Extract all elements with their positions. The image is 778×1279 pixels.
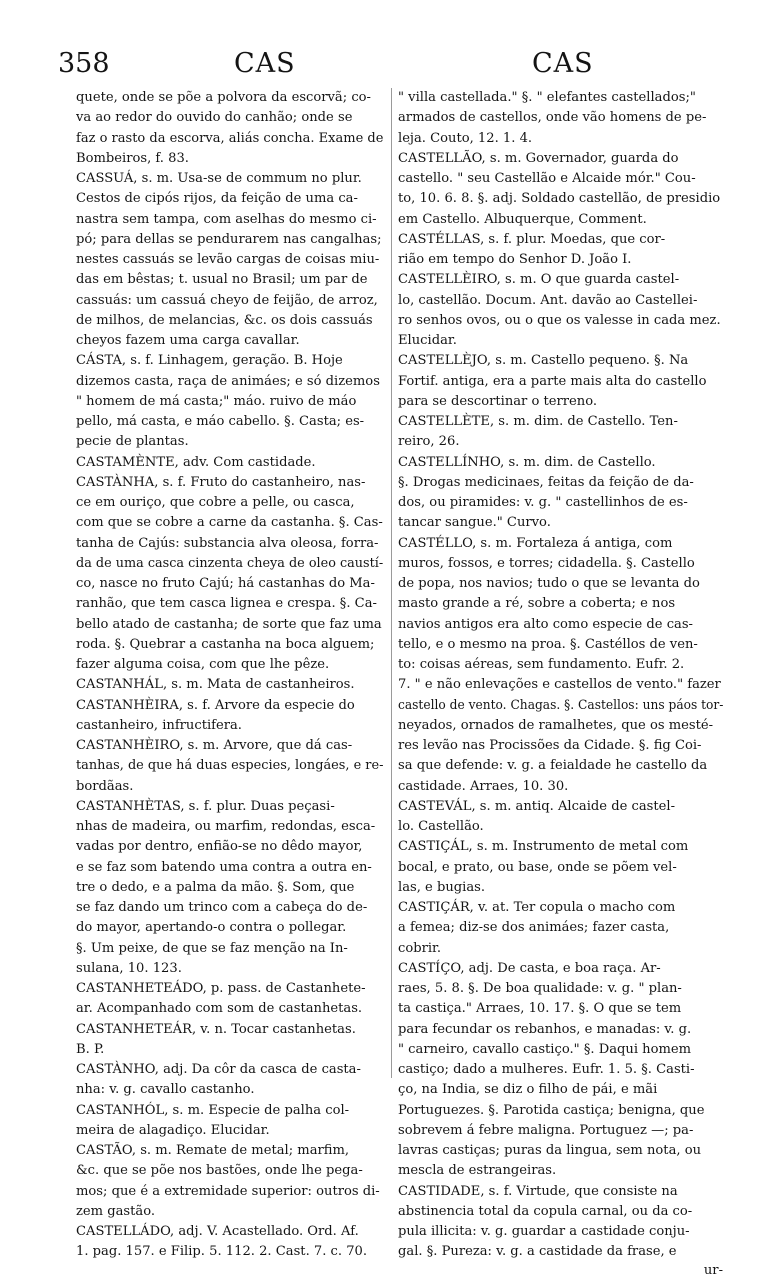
text-line: abstinencia total da copula carnal, ou da co-: [398, 1203, 693, 1219]
text-line: de popa, nos navios; tudo o que se levanta do: [398, 576, 700, 591]
text-line: las, e bugias.: [398, 879, 486, 895]
text-line: do mayor, apertando-o contra o pollegar.: [76, 920, 347, 936]
text-line: castello. " seu Castellão e Alcaide mór." Cou-: [398, 171, 696, 186]
text-line: quete, onde se põe a polvora da escorvã; co-: [76, 90, 371, 105]
text-line: armados de castellos, onde vão homens de pe-: [398, 110, 707, 126]
text-line: res levão nas Procissões da Cidade. §. fig Coi-: [398, 738, 702, 753]
text-line: Portuguezes. §. Parotida castiça; benigna, que: [398, 1102, 705, 1118]
running-head-left: CAS: [234, 48, 296, 79]
text-line: cobrir.: [398, 940, 442, 956]
text-line: Elucidar.: [398, 333, 457, 348]
text-line: CASTÉLLO, s. m. Fortaleza á antiga, com: [398, 535, 673, 551]
text-line: CASTIÇÁR, v. at. Ter copula o macho com: [398, 900, 676, 915]
text-line: 7. " e não enlevações e castellos de vento." fazer: [398, 677, 721, 693]
text-line: pula illicita: v. g. guardar a castidade conju-: [398, 1224, 690, 1239]
page-bottom-fragment: ur-: [703, 1262, 723, 1278]
text-line: neyados, ornados de ramalhetes, que os mesté-: [398, 717, 714, 733]
text-line: castello de vento. Chagas. §. Castellos: uns páos tor-: [398, 697, 723, 713]
text-line: navios antigos era alto como especie de cas-: [398, 616, 693, 632]
text-line: B. P.: [76, 1041, 105, 1057]
text-line: sulana, 10. 123.: [76, 960, 182, 976]
text-line: tanhas, de que há duas especies, longáes, e re-: [76, 758, 383, 774]
text-line: das em bêstas; t. usual no Brasil; um par de: [76, 272, 368, 288]
text-line: CASTELLÁDO, adj. V. Acastellado. Ord. Af.: [76, 1224, 359, 1239]
text-line: roda. §. Quebrar a castanha na boca alguem;: [76, 636, 375, 652]
text-line: CASTANHETEÁR, v. n. Tocar castanhetas.: [76, 1021, 356, 1037]
page-header: [58, 48, 733, 88]
text-line: para se descortinar o terreno.: [398, 393, 598, 409]
text-line: castanheiro, infructifera.: [76, 717, 242, 733]
text-line: lavras castiças; puras da lingua, sem nota, ou: [398, 1143, 702, 1158]
text-line: Bombeiros, f. 83.: [76, 150, 189, 166]
text-line: CASTELLÈJO, s. m. Castello pequeno. §. Na: [398, 353, 689, 369]
text-line: CASTELLÍNHO, s. m. dim. de Castello.: [398, 454, 656, 470]
text-line: com que se cobre a carne da castanha. §. Cas-: [76, 515, 383, 531]
text-line: CASTANHÁL, s. m. Mata de castanheiros.: [76, 677, 355, 693]
text-line: " villa castellada." §. " elefantes castellados;": [398, 90, 696, 105]
text-line: va ao redor do ouvido do canhão; onde se: [76, 110, 353, 126]
text-line: leja. Couto, 12. 1. 4.: [398, 130, 533, 146]
text-line: §. Um peixe, de que se faz menção na In-: [76, 940, 348, 956]
text-line: reiro, 26.: [398, 434, 460, 450]
text-line: CÁSTA, s. f. Linhagem, geração. B. Hoje: [76, 353, 343, 369]
text-line: CASTÍÇO, adj. De casta, e boa raça. Ar-: [398, 960, 661, 976]
text-line: CASTIÇÁL, s. m. Instrumento de metal com: [398, 839, 689, 855]
text-line: da de uma casca cinzenta cheya de oleo caustí-: [76, 555, 383, 571]
text-line: meira de alagadiço. Elucidar.: [76, 1122, 270, 1138]
text-line: CASTANHÈIRO, s. m. Arvore, que dá cas-: [76, 738, 353, 753]
text-line: se faz dando um trinco com a cabeça do de-: [76, 900, 368, 915]
text-line: CASTANHÓL, s. m. Especie de palha col-: [76, 1102, 350, 1118]
text-line: mescla de estrangeiras.: [398, 1163, 557, 1179]
text-line: sa que defende: v. g. a feialdade he castello da: [398, 758, 708, 774]
text-line: de milhos, de melancias, &c. os dois cassuás: [76, 312, 373, 328]
text-line: faz o rasto da escorva, aliás concha. Exame de: [76, 130, 383, 146]
text-line: e se faz som batendo uma contra a outra en-: [76, 859, 372, 875]
text-line: nestes cassuás se levão cargas de coisas miu-: [76, 252, 380, 267]
text-line: " homem de má casta;" máo. ruivo de máo: [76, 393, 357, 409]
text-line: " carneiro, cavallo castiço." §. Daqui homem: [398, 1041, 692, 1057]
text-line: ço, na India, se diz o filho de pái, e mãi: [398, 1082, 658, 1098]
text-line: 1. pag. 157. e Filip. 5. 112. 2. Cast. 7. c. 70.: [76, 1244, 368, 1260]
text-line: CASTAMÈNTE, adv. Com castidade.: [76, 454, 316, 470]
text-line: CASTANHETEÁDO, p. pass. de Castanhete-: [76, 981, 366, 996]
text-line: ta castiça." Arraes, 10. 17. §. O que se tem: [398, 1001, 682, 1017]
page-number: 358: [58, 48, 110, 79]
text-line: tanha de Cajús: substancia alva oleosa, forra-: [76, 535, 379, 551]
text-line: dos, ou piramides: v. g. " castellinhos de es-: [398, 495, 688, 510]
text-line: CASTELLÃO, s. m. Governador, guarda do: [398, 150, 679, 166]
text-line: ranhão, que tem casca lignea e crespa. §. Ca-: [76, 596, 377, 612]
text-line: bocal, e prato, ou base, onde se põem vel-: [398, 859, 677, 875]
text-line: castidade. Arraes, 10. 30.: [398, 778, 569, 794]
text-line: pello, má casta, e máo cabello. §. Casta; es-: [76, 414, 365, 429]
text-line: raes, 5. 8. §. De boa qualidade: v. g. " plan-: [398, 981, 682, 996]
text-line: bello atado de castanha; de sorte que faz uma: [76, 616, 382, 632]
text-line: CASTELLÈTE, s. m. dim. de Castello. Ten-: [398, 414, 678, 429]
text-line: CASTÀNHO, adj. Da côr da casca de casta-: [76, 1062, 361, 1077]
text-line: CASTEVÁL, s. m. antiq. Alcaide de castel-: [398, 798, 675, 814]
text-line: rião em tempo do Senhor D. João I.: [398, 252, 632, 267]
text-line: nastra sem tampa, com aselhas do mesmo ci-: [76, 211, 377, 227]
column-divider: [391, 88, 392, 1078]
text-line: cassuás: um cassuá cheyo de feijão, de arroz,: [76, 292, 378, 308]
text-line: tre o dedo, e a palma da mão. §. Som, que: [76, 879, 355, 895]
text-line: CASSUÁ, s. m. Usa-se de commum no plur.: [76, 171, 362, 186]
text-line: &c. que se põe nos bastões, onde lhe pega-: [76, 1163, 363, 1179]
text-line: co, nasce no fruto Cajú; há castanhas do Ma-: [76, 576, 375, 591]
text-line: to, 10. 6. 8. §. adj. Soldado castellão, de presidio: [398, 191, 721, 207]
text-line: pó; para dellas se pendurarem nas cangalhas;: [76, 231, 382, 247]
text-line: CASTANHÈTAS, s. f. plur. Duas peçasi-: [76, 798, 335, 814]
text-line: nhas de madeira, ou marfim, redondas, esca-: [76, 819, 376, 834]
text-line: dizemos casta, raça de animáes; e só dizemos: [76, 373, 380, 389]
text-line: tancar sangue." Curvo.: [398, 515, 551, 531]
text-line: ce em ouriço, que cobre a pelle, ou casca,: [76, 495, 355, 510]
text-line: fazer alguma coisa, com que lhe pêze.: [76, 657, 330, 672]
text-line: a femea; diz-se dos animáes; fazer casta,: [398, 920, 670, 936]
text-line: muros, fossos, e torres; cidadella. §. Castello: [398, 555, 695, 571]
text-line: CASTÀNHA, s. f. Fruto do castanheiro, nas-: [76, 474, 366, 490]
text-line: to: coisas aéreas, sem fundamento. Eufr. 2.: [398, 657, 685, 672]
text-line: para fecundar os rebanhos, e manadas: v. g.: [398, 1021, 692, 1037]
text-line: tello, e o mesmo na proa. §. Castéllos de ven-: [398, 636, 698, 652]
text-line: lo, castellão. Docum. Ant. davão ao Castellei-: [398, 292, 698, 308]
text-line: CASTANHÈIRA, s. f. Arvore da especie do: [76, 697, 355, 713]
left-column: [76, 88, 383, 1263]
text-line: CASTÃO, s. m. Remate de metal; marfim,: [76, 1143, 350, 1158]
text-line: CASTIDADE, s. f. Virtude, que consiste na: [398, 1183, 678, 1199]
text-line: mos; que é a extremidade superior: outros di-: [76, 1183, 380, 1199]
text-line: sobrevem á febre maligna. Portuguez —; pa-: [398, 1122, 694, 1138]
text-line: §. Drogas medicinaes, feitas da feição de da-: [398, 474, 694, 490]
text-line: cheyos fazem uma carga cavallar.: [76, 333, 300, 348]
text-line: CASTÉLLAS, s. f. plur. Moedas, que cor-: [398, 231, 666, 247]
text-line: ar. Acompanhado com som de castanhetas.: [76, 1001, 363, 1017]
text-line: Fortif. antiga, era a parte mais alta do castello: [398, 373, 707, 389]
text-line: bordãas.: [76, 778, 134, 794]
text-line: gal. §. Pureza: v. g. a castidade da frase, e: [398, 1244, 677, 1260]
running-head-right: CAS: [532, 48, 594, 79]
text-line: ro senhos ovos, ou o que os valesse in cada mez.: [398, 312, 721, 328]
text-line: lo. Castellão.: [398, 819, 484, 834]
text-line: castiço; dado a mulheres. Eufr. 1. 5. §. Casti-: [398, 1062, 695, 1077]
text-line: Cestos de cipós rijos, da feição de uma ca-: [76, 191, 358, 207]
text-line: em Castello. Albuquerque, Comment.: [398, 211, 647, 227]
text-line: nha: v. g. cavallo castanho.: [76, 1082, 255, 1098]
text-line: masto grande a ré, sobre a coberta; e nos: [398, 596, 676, 612]
text-line: vadas por dentro, enfião-se no dêdo mayor,: [76, 839, 363, 855]
text-line: zem gastão.: [76, 1203, 156, 1219]
text-line: CASTELLÈIRO, s. m. O que guarda castel-: [398, 272, 680, 288]
text-line: pecie de plantas.: [76, 434, 189, 450]
